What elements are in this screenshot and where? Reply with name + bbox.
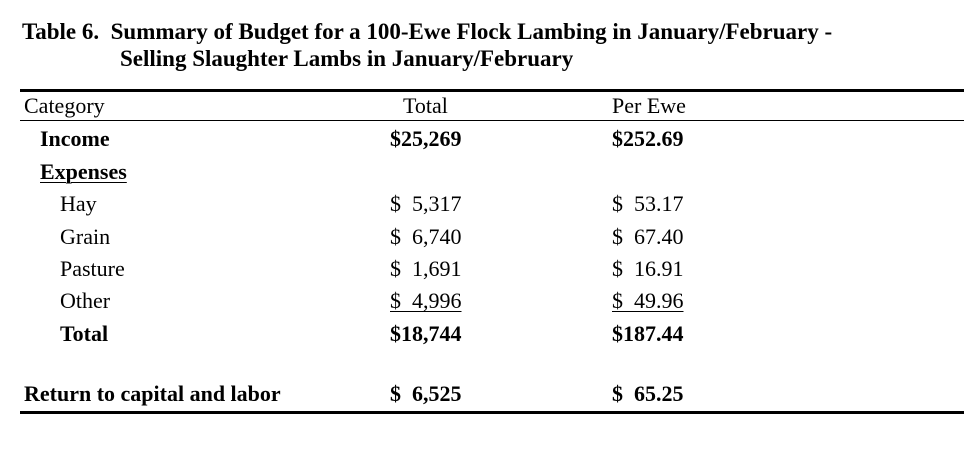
expense-item-other-total: $ 4,996: [390, 288, 462, 313]
income-per-ewe: $252.69: [612, 126, 684, 151]
expense-item-other-per-ewe: $ 49.96: [612, 288, 684, 313]
expense-item-hay-total: $ 5,317: [390, 191, 462, 216]
expenses-total-per-ewe: $187.44: [612, 321, 684, 346]
header-category: Category: [24, 93, 105, 118]
table-top-rule: [20, 89, 964, 92]
header-total: Total: [403, 93, 448, 118]
expense-item-pasture-per-ewe: $ 16.91: [612, 256, 684, 281]
expense-item-hay-per-ewe: $ 53.17: [612, 191, 684, 216]
expense-item-other-label: Other: [60, 288, 111, 313]
header-per-ewe: Per Ewe: [612, 93, 686, 118]
table-title-line-1: Table 6. Summary of Budget for a 100-Ewe Flock Lambing in January/February -: [22, 19, 833, 44]
return-total: $ 6,525: [390, 381, 462, 406]
expense-item-grain-per-ewe: $ 67.40: [612, 224, 684, 249]
return-label: Return to capital and labor: [24, 381, 281, 406]
expenses-label: Expenses: [40, 159, 127, 184]
expense-item-pasture-total: $ 1,691: [390, 256, 462, 281]
income-label: Income: [40, 126, 110, 151]
expense-item-hay-label: Hay: [60, 191, 97, 216]
table-title: [22, 18, 832, 72]
expenses-total-total: $18,744: [390, 321, 462, 346]
table-title-line-2: Selling Slaughter Lambs in January/February: [120, 46, 574, 71]
table-bottom-rule: [20, 411, 964, 414]
expense-item-grain-total: $ 6,740: [390, 224, 462, 249]
income-total: $25,269: [390, 126, 462, 151]
header-rule: [20, 120, 964, 121]
expense-item-grain-label: Grain: [60, 224, 111, 249]
return-per-ewe: $ 65.25: [612, 381, 684, 406]
expense-item-pasture-label: Pasture: [60, 256, 125, 281]
expenses-total-label: Total: [60, 321, 109, 346]
